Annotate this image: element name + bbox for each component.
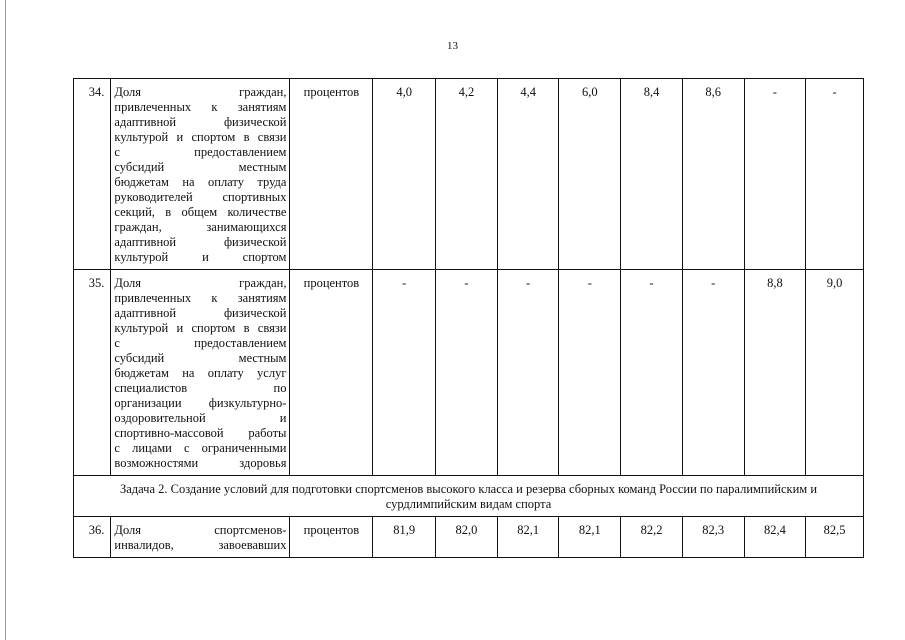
value-cell: 82,1 bbox=[559, 517, 621, 558]
value-cell: 82,2 bbox=[621, 517, 683, 558]
indicator-name-line: Доля граждан, bbox=[114, 85, 287, 99]
value-cell: 8,4 bbox=[621, 79, 683, 270]
indicator-name-line: с предоставлением bbox=[114, 145, 287, 159]
row-number: 34. bbox=[74, 79, 111, 270]
value-cell: - bbox=[497, 270, 559, 476]
unit-cell: процентов bbox=[290, 270, 373, 476]
row-number: 36. bbox=[74, 517, 111, 558]
table-row-34 bbox=[74, 79, 864, 270]
task-heading bbox=[74, 476, 864, 517]
indicator-name bbox=[111, 517, 290, 558]
page-edge-line bbox=[5, 0, 6, 640]
indicator-name-line: секций, в общем количестве bbox=[114, 205, 287, 219]
task-heading-line-2: сурдлимпийским видам спорта bbox=[385, 497, 552, 511]
indicator-name-line: организации физкультурно- bbox=[114, 396, 287, 410]
table-row-36 bbox=[74, 517, 864, 558]
indicator-name-line: бюджетам на оплату труда bbox=[114, 175, 287, 189]
indicator-name-line: граждан, занимающихся bbox=[114, 220, 287, 234]
value-cell: 4,2 bbox=[436, 79, 498, 270]
indicator-name-line: специалистов по bbox=[114, 381, 287, 395]
indicators-table bbox=[73, 78, 864, 558]
indicator-name bbox=[111, 79, 290, 270]
value-cell: 82,1 bbox=[497, 517, 559, 558]
indicator-name-line: оздоровительной и bbox=[114, 411, 287, 425]
table-row-35 bbox=[74, 270, 864, 476]
value-cell: - bbox=[806, 79, 864, 270]
value-cell: 4,0 bbox=[373, 79, 436, 270]
indicator-name-line: с предоставлением bbox=[114, 336, 287, 350]
indicator-name-line: субсидий местным bbox=[114, 351, 287, 365]
value-cell: 82,4 bbox=[744, 517, 806, 558]
value-cell: - bbox=[744, 79, 806, 270]
value-cell: 8,6 bbox=[682, 79, 744, 270]
value-cell: - bbox=[436, 270, 498, 476]
row-number: 35. bbox=[74, 270, 111, 476]
indicator-name-line: адаптивной физической bbox=[114, 235, 287, 249]
indicator-name-line: возможностями здоровья bbox=[114, 456, 287, 470]
indicator-name-line: с лицами с ограниченными bbox=[114, 441, 287, 455]
indicator-name-line: адаптивной физической bbox=[114, 306, 287, 320]
indicator-name-line: культурой и спортом в связи bbox=[114, 130, 287, 144]
task-heading-line-1: Задача 2. Создание условий для подготовки спортсменов высокого класса и резерва сборных команд России по паралимпийским и bbox=[119, 482, 818, 496]
unit-cell: процентов bbox=[290, 79, 373, 270]
value-cell: - bbox=[559, 270, 621, 476]
page-number: 13 bbox=[447, 40, 458, 52]
value-cell: 9,0 bbox=[806, 270, 864, 476]
value-cell: 82,3 bbox=[682, 517, 744, 558]
value-cell: - bbox=[682, 270, 744, 476]
indicator-name-line: бюджетам на оплату услуг bbox=[114, 366, 287, 380]
indicator-name-line: привлеченных к занятиям bbox=[114, 100, 287, 114]
indicator-name-line: руководителей спортивных bbox=[114, 190, 287, 204]
value-cell: - bbox=[373, 270, 436, 476]
unit-cell: процентов bbox=[290, 517, 373, 558]
indicator-name-line: Доля спортсменов- bbox=[114, 523, 287, 537]
indicator-name-line: Доля граждан, bbox=[114, 276, 287, 290]
value-cell: 81,9 bbox=[373, 517, 436, 558]
indicator-name-line: адаптивной физической bbox=[114, 115, 287, 129]
value-cell: 82,5 bbox=[806, 517, 864, 558]
indicator-name-line: привлеченных к занятиям bbox=[114, 291, 287, 305]
indicator-name-line: культурой и спортом bbox=[114, 250, 287, 264]
value-cell: 8,8 bbox=[744, 270, 806, 476]
indicator-name bbox=[111, 270, 290, 476]
indicator-name-line: спортивно-массовой работы bbox=[114, 426, 287, 440]
indicator-name-line: культурой и спортом в связи bbox=[114, 321, 287, 335]
value-cell: - bbox=[621, 270, 683, 476]
value-cell: 6,0 bbox=[559, 79, 621, 270]
value-cell: 4,4 bbox=[497, 79, 559, 270]
value-cell: 82,0 bbox=[436, 517, 498, 558]
indicator-name-line: инвалидов, завоевавших bbox=[114, 538, 287, 552]
indicator-name-line: субсидий местным bbox=[114, 160, 287, 174]
task-heading-row bbox=[74, 476, 864, 517]
